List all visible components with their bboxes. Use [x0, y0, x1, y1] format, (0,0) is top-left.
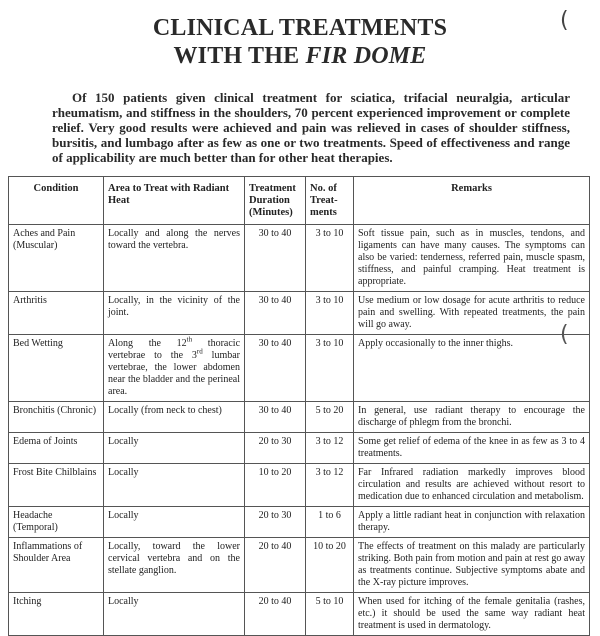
cell-area: Locally, toward the lower cervical vertebra and on the stellate ganglion. — [104, 538, 245, 593]
area-text: Along the 12 — [108, 338, 187, 349]
table-row — [9, 593, 590, 636]
cell-area — [104, 335, 245, 402]
cell-condition: Headache (Temporal) — [9, 507, 104, 538]
cell-treatments: 5 to 20 — [306, 402, 354, 433]
cell-condition: Frost Bite Chilblains — [9, 464, 104, 507]
cell-condition: Bronchitis (Chronic) — [9, 402, 104, 433]
cell-remarks: Far Infrared radiation markedly improves blood circulation and results are achieved without resort to medication due to enhanced circulation and metabolism. — [354, 464, 590, 507]
scan-artifact-mark: ( — [560, 8, 569, 33]
cell-duration: 30 to 40 — [245, 402, 306, 433]
header-condition: Condition — [9, 177, 104, 225]
cell-area: Locally (from neck to chest) — [104, 402, 245, 433]
cell-area: Locally and along the nerves toward the vertebra. — [104, 225, 245, 292]
document-title-line-1: CLINICAL TREATMENTS — [152, 15, 448, 41]
cell-area: Locally — [104, 507, 245, 538]
cell-duration: 30 to 40 — [245, 292, 306, 335]
intro-paragraph: Of 150 patients given clinical treatment for sciatica, trifacial neuralgia, articular rheumatism, and stiffness in the shoulders, 70 percent experienced improvement or complete relief. Very good results were achieved and pain was relieved in cases of shoulder stiffness, bursitis, and lumbago after as few as one or two treatments. Speed of effectiveness and range of applicability are much better than for other heat therapies. — [52, 90, 570, 165]
cell-condition: Inflammations of Shoulder Area — [9, 538, 104, 593]
cell-remarks: Soft tissue pain, such as in muscles, tendons, and ligaments can have many causes. The symptoms can also be varied: tenderness, referred pain, muscle spasm, stiffness, and painful cramping. Heat treatment is appropriate. — [354, 225, 590, 292]
table-row — [9, 335, 590, 402]
cell-treatments: 1 to 6 — [306, 507, 354, 538]
table-row — [9, 225, 590, 292]
cell-area: Locally — [104, 593, 245, 636]
area-text: lumbar vertebrae, the lower abdomen near the bladder and the perineal area. — [108, 350, 241, 397]
table-row — [9, 292, 590, 335]
ordinal-suffix: rd — [196, 347, 203, 356]
cell-treatments: 3 to 12 — [306, 464, 354, 507]
cell-condition: Bed Wetting — [9, 335, 104, 402]
cell-remarks: In general, use radiant therapy to encourage the discharge of phlegm from the bronchi. — [354, 402, 590, 433]
cell-area: Locally — [104, 433, 245, 464]
cell-remarks: Apply occasionally to the inner thighs. — [354, 335, 590, 402]
header-remarks: Remarks — [354, 177, 590, 225]
area-text: thoracic vertebrae to the 3 — [108, 338, 241, 361]
cell-area: Locally, in the vicinity of the joint. — [104, 292, 245, 335]
cell-duration: 30 to 40 — [245, 335, 306, 402]
table-row — [9, 464, 590, 507]
cell-condition: Itching — [9, 593, 104, 636]
cell-remarks: Apply a little radiant heat in conjunction with relaxation therapy. — [354, 507, 590, 538]
cell-duration: 20 to 30 — [245, 507, 306, 538]
cell-remarks: The effects of treatment on this malady are particularly striking. Both pain from motion and pain at rest go away as treatments continue. Subjective symptoms abate and the X-ray picture improves. — [354, 538, 590, 593]
table-row — [9, 433, 590, 464]
cell-duration: 20 to 40 — [245, 593, 306, 636]
title-product-name: FIR DOME — [305, 43, 427, 69]
cell-area: Locally — [104, 464, 245, 507]
title-prefix: WITH THE — [173, 43, 306, 69]
header-area: Area to Treat with Radiant Heat — [104, 177, 245, 225]
header-duration: Treatment Duration (Minutes) — [245, 177, 306, 225]
table-header-row — [9, 177, 590, 225]
ordinal-suffix: th — [186, 335, 193, 344]
cell-duration: 30 to 40 — [245, 225, 306, 292]
cell-treatments: 10 to 20 — [306, 538, 354, 593]
cell-condition: Arthritis — [9, 292, 104, 335]
cell-duration: 20 to 30 — [245, 433, 306, 464]
cell-condition: Aches and Pain (Muscular) — [9, 225, 104, 292]
cell-condition: Edema of Joints — [9, 433, 104, 464]
header-treatments: No. of Treat-ments — [306, 177, 354, 225]
cell-remarks: Some get relief of edema of the knee in as few as 3 to 4 treatments. — [354, 433, 590, 464]
cell-duration: 10 to 20 — [245, 464, 306, 507]
cell-treatments: 3 to 12 — [306, 433, 354, 464]
cell-treatments: 5 to 10 — [306, 593, 354, 636]
cell-duration: 20 to 40 — [245, 538, 306, 593]
scan-artifact-mark: ( — [560, 322, 569, 347]
cell-remarks: When used for itching of the female genitalia (rashes, etc.) it should be used the same way radiant heat treatment is used in dermatology. — [354, 593, 590, 636]
table-row — [9, 538, 590, 593]
cell-remarks: Use medium or low dosage for acute arthritis to reduce pain and swelling. With repeated treatments, the pain will go away. — [354, 292, 590, 335]
cell-treatments: 3 to 10 — [306, 292, 354, 335]
table-row — [9, 402, 590, 433]
table-row — [9, 507, 590, 538]
cell-treatments: 3 to 10 — [306, 225, 354, 292]
cell-treatments: 3 to 10 — [306, 335, 354, 402]
document-title-line-2 — [0, 42, 600, 70]
treatments-table — [8, 176, 590, 636]
